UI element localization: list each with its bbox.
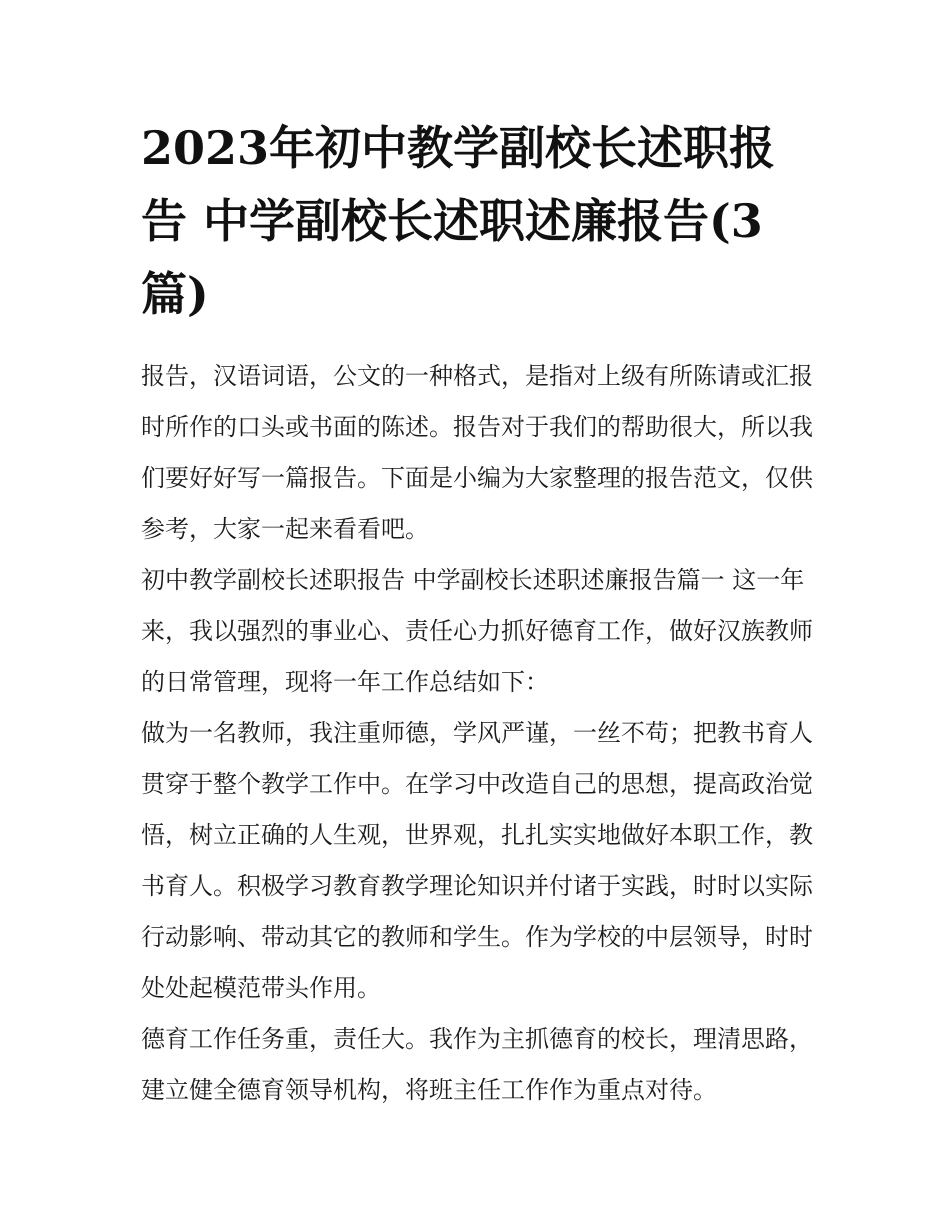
paragraph-intro: 报告，汉语词语，公文的一种格式，是指对上级有所陈请或汇报时所作的口头或书面的陈述。报告对于我们的帮助很大，所以我们要好好写一篇报告。下面是小编为大家整理的报告范文，仅供参考，大家一起来看看吧。 bbox=[141, 362, 813, 543]
document-body bbox=[141, 351, 813, 1116]
document-page bbox=[141, 112, 813, 1116]
paragraph-chapter-one: 初中教学副校长述职报告 中学副校长述职述廉报告篇一 这一年来，我以强烈的事业心、责任心力抓好德育工作，做好汉族教师的日常管理，现将一年工作总结如下： bbox=[141, 566, 813, 696]
paragraph-teacher-ethics: 做为一名教师，我注重师德，学风严谨，一丝不苟；把教书育人贯穿于整个教学工作中。在学习中改造自己的思想，提高政治觉悟，树立正确的人生观，世界观，扎扎实实地做好本职工作，教书育人。积极学习教育教学理论知识并付诸于实践，时时以实际行动影响、带动其它的教师和学生。作为学校的中层领导，时时处处起模范带头作用。 bbox=[141, 719, 813, 1002]
document-title: 2023年初中教学副校长述职报告 中学副校长述职述廉报告(3篇) bbox=[141, 121, 776, 321]
paragraph-moral-education: 德育工作任务重，责任大。我作为主抓德育的校长，理清思路，建立健全德育领导机构，将班主任工作作为重点对待。 bbox=[141, 1025, 813, 1104]
